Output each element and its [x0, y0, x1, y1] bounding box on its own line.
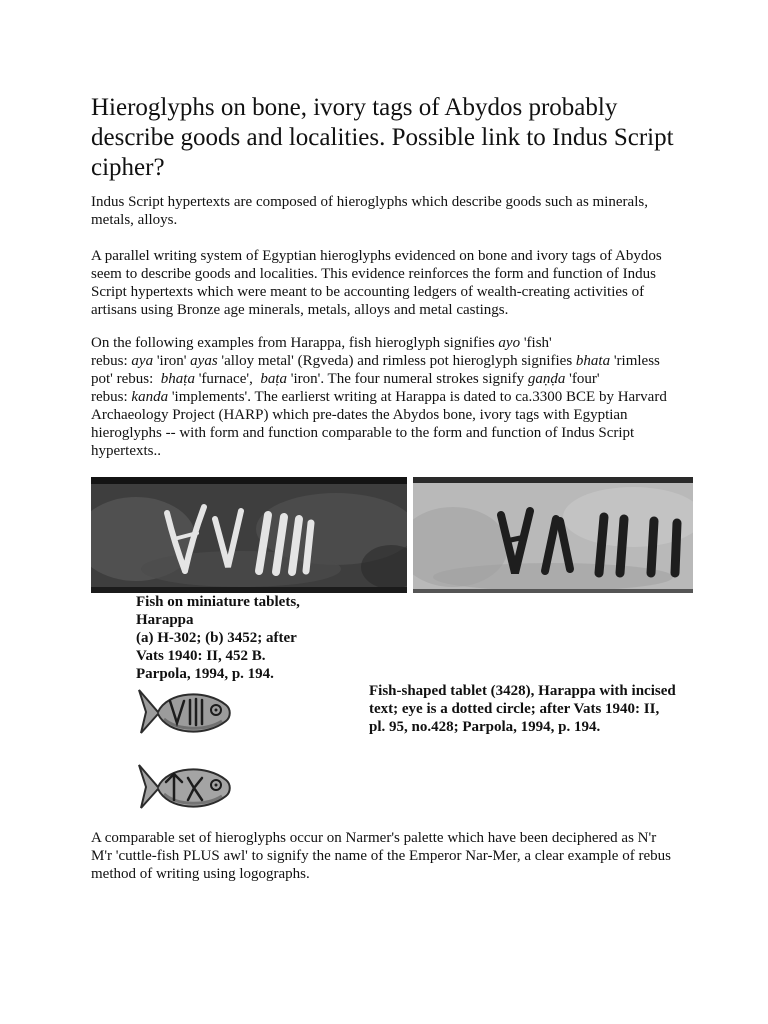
tablet-photo-b [413, 477, 693, 593]
paragraph-line: Script hypertexts which were meant to be accounting ledgers of wealth-creating activities of [91, 284, 645, 300]
paragraph-line [91, 370, 667, 388]
numeral-stroke [675, 523, 677, 573]
caption-line: text; eye is a dotted circle; after Vats 1940: II, [369, 701, 660, 717]
text-run: rebus: [91, 353, 132, 369]
text-run: 'furnace', [194, 371, 261, 387]
text-run: 'four' [565, 371, 600, 387]
paragraph-harappa [91, 334, 667, 460]
fish-tablet-image-b [136, 758, 232, 816]
text-run: 'iron'. The four numeral strokes signify [287, 371, 528, 387]
caption-line: Fish on miniature tablets, [136, 594, 300, 610]
text-run: On the following examples from Harappa, fish hieroglyph signifies [91, 335, 499, 351]
italic-term: ayas [190, 353, 218, 369]
paragraph-line [91, 388, 667, 406]
caption-line: (a) H-302; (b) 3452; after [136, 630, 297, 646]
text-run: 'iron' [153, 353, 191, 369]
fish-tablet-image-a [136, 683, 232, 741]
fish-eye-dot [215, 784, 218, 787]
caption-line: Vats 1940: II, 452 B. [136, 648, 266, 664]
numeral-stroke [620, 519, 624, 573]
italic-term: bhaṭa [160, 371, 195, 387]
paragraph-line: seem to describe goods and localities. This evidence reinforces the form and function of Indus [91, 266, 656, 282]
italic-term: ayo [498, 335, 521, 351]
paragraph-narmer [91, 829, 671, 883]
paragraph-line [91, 334, 667, 352]
text-run: rebus: [91, 389, 132, 405]
text-run: pot' rebus: [91, 371, 161, 387]
italic-term: bhata [575, 353, 611, 369]
numeral-stroke [306, 523, 311, 571]
caption-left [136, 593, 300, 683]
numeral-stroke [599, 517, 604, 573]
text-run: 'rimless [610, 353, 660, 369]
tablet-photo-a [91, 477, 407, 593]
paragraph-line: A comparable set of hieroglyphs occur on Narmer's palette which have been deciphered as N'r [91, 830, 657, 846]
numeral-stroke [651, 521, 654, 573]
caption-line: Parpola, 1994, p. 194. [136, 666, 274, 682]
title-line: describe goods and localities. Possible link to Indus Script [91, 124, 674, 151]
paragraph-line [91, 424, 667, 442]
title-line: Hieroglyphs on bone, ivory tags of Abydos probably [91, 94, 618, 121]
text-run: 'alloy metal' (Rgveda) and rimless pot hieroglyph signifies [217, 353, 576, 369]
caption-right [369, 682, 676, 736]
page-title [91, 93, 674, 183]
paragraph-line: artisans using Bronze age minerals, metals, alloys and metal castings. [91, 302, 509, 318]
photo-edge [413, 589, 693, 593]
paragraph-line [91, 352, 667, 370]
paragraph-line: M'r 'cuttle-fish PLUS awl' to signify the name of the Emperor Nar-Mer, a clear example of rebus [91, 848, 671, 864]
caption-line: Harappa [136, 612, 194, 628]
photo-edge [91, 477, 407, 484]
paragraph-line: A parallel writing system of Egyptian hieroglyphs evidenced on bone and ivory tags of Abydos [91, 248, 662, 264]
photo-edge [413, 477, 693, 483]
text-run: 'fish' [520, 335, 552, 351]
paragraph-line [91, 442, 667, 460]
caption-line: Fish-shaped tablet (3428), Harappa with incised [369, 683, 676, 699]
text-run: 'implements'. The earlierst writing at Harappa is dated to ca.3300 BCE by Harvard [168, 389, 667, 405]
caption-line: pl. 95, no.428; Parpola, 1994, p. 194. [369, 719, 601, 735]
tablet-photo-strip [91, 477, 693, 593]
title-line: cipher? [91, 154, 165, 181]
text-run: Archaeology Project (HARP) which pre-dates the Abydos bone, ivory tags with Egyptian [91, 407, 628, 423]
paragraph-line: metals, alloys. [91, 212, 178, 228]
italic-term: baṭa [260, 371, 287, 387]
paragraph-line: Indus Script hypertexts are composed of hieroglyphs which describe goods such as minerals, [91, 194, 648, 210]
paragraph-line [91, 406, 667, 424]
paragraph-abydos [91, 247, 662, 319]
italic-term: kanda [131, 389, 169, 405]
photo-texture [433, 563, 673, 591]
italic-term: gaṇḍa [527, 371, 566, 387]
fish-eye-dot [215, 709, 218, 712]
text-run: hieroglyphs -- with form and function comparable to the form and function of Indus Script [91, 425, 635, 441]
paragraph-line: method of writing using logographs. [91, 866, 310, 882]
text-run: hypertexts.. [91, 443, 161, 459]
paragraph-intro [91, 193, 648, 229]
italic-term: aya [131, 353, 154, 369]
